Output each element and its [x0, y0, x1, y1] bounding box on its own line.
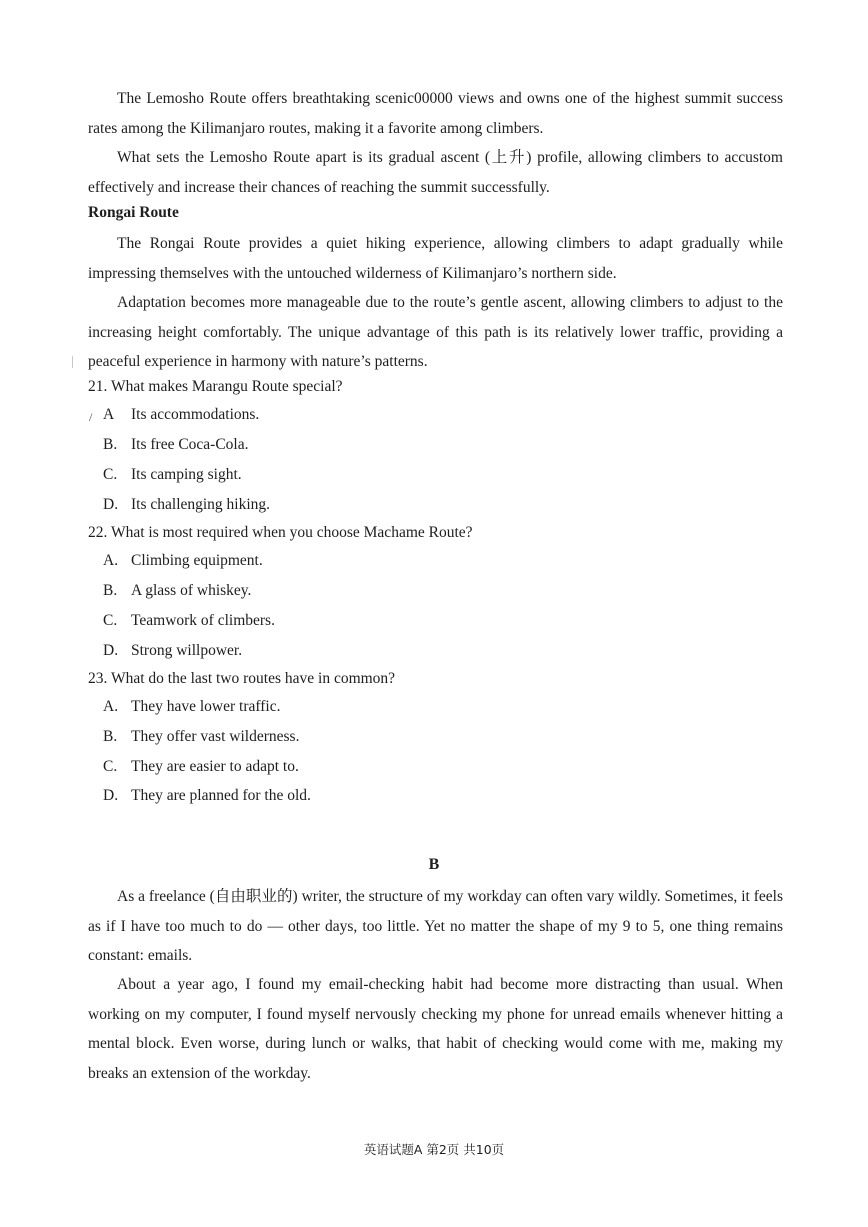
option-text: They have lower traffic. [131, 698, 281, 715]
option-letter: C. [103, 612, 118, 629]
option-text: Its challenging hiking. [131, 496, 271, 513]
option-text: They offer vast wilderness. [131, 728, 300, 745]
option-letter: B. [103, 728, 118, 745]
passage-b-paragraph-1: As a freelance (自由职业的) writer, the structure of my workday can often vary wildly. Sometimes, it feels as if I have too much to do — other days, too little. Yet no matter the shape of my 9 to 5, one thing remains constant: emails. [88, 888, 783, 964]
question-22-option-a [103, 551, 263, 571]
lemosho-paragraph-1: The Lemosho Route offers breathtaking scenic00000 views and owns one of the highest summit success rates among the Kilimanjaro routes, making it a favorite among climbers. [88, 90, 783, 137]
option-letter: B. [103, 582, 118, 599]
question-23-option-b [103, 727, 299, 747]
rongai-route-heading: Rongai Route [88, 204, 179, 221]
option-letter: C. [103, 466, 118, 483]
answer-check-mark: / [89, 410, 93, 424]
option-text: Strong willpower. [131, 642, 243, 659]
option-letter: A. [103, 698, 119, 715]
option-text: Its camping sight. [131, 466, 242, 483]
scan-edge-mark [72, 356, 73, 368]
option-letter: C. [103, 758, 118, 775]
option-text: A glass of whiskey. [131, 582, 252, 599]
page-footer: 英语试题A 第2页 共10页 [363, 1142, 505, 1157]
option-letter: D. [103, 496, 119, 513]
question-22-option-c [103, 611, 275, 631]
rongai-paragraph-2: Adaptation becomes more manageable due to the route’s gentle ascent, allowing climbers to adjust to the increasing height comfortably. The unique advantage of this path is its relatively lower traffic, providing a peaceful experience in harmony with nature’s patterns. [88, 294, 783, 370]
rongai-paragraph-1: The Rongai Route provides a quiet hiking experience, allowing climbers to adapt gradually while impressing themselves with the untouched wilderness of Kilimanjaro’s northern side. [88, 235, 783, 282]
question-21-stem: 21. What makes Marangu Route special? [88, 378, 343, 395]
option-text: Its free Coca-Cola. [131, 436, 249, 453]
question-22-option-d [103, 641, 242, 661]
option-text: They are planned for the old. [131, 787, 311, 804]
question-23-option-a [103, 697, 280, 717]
question-21-option-c [103, 465, 242, 485]
question-21-option-d [103, 495, 270, 515]
option-letter: D. [103, 642, 119, 659]
question-22-option-b [103, 581, 251, 601]
question-23-stem: 23. What do the last two routes have in common? [88, 670, 396, 687]
option-letter: A [103, 406, 115, 423]
option-text: Its accommodations. [131, 406, 260, 423]
option-letter: B. [103, 436, 118, 453]
passage-b-paragraph-2: About a year ago, I found my email-checking habit had become more distracting than usual. When working on my computer, I found myself nervously checking my phone for unread emails whenever hitting a mental block. Even worse, during lunch or walks, that habit of checking would come with me, making my breaks an extension of the workday. [88, 976, 783, 1082]
passage-b-label: B [428, 856, 440, 873]
question-21-option-b [103, 435, 249, 455]
option-letter: D. [103, 787, 119, 804]
question-21-option-a [103, 405, 259, 425]
option-text: They are easier to adapt to. [131, 758, 299, 775]
question-22-stem: 22. What is most required when you choose Machame Route? [88, 524, 473, 541]
question-23-option-c [103, 757, 299, 777]
option-letter: A. [103, 552, 119, 569]
question-23-option-d [103, 786, 311, 806]
option-text: Climbing equipment. [131, 552, 263, 569]
lemosho-paragraph-2: What sets the Lemosho Route apart is its gradual ascent (上升) profile, allowing climbers to accustom effectively and increase their chances of reaching the summit successfully. [88, 149, 783, 196]
option-text: Teamwork of climbers. [131, 612, 275, 629]
